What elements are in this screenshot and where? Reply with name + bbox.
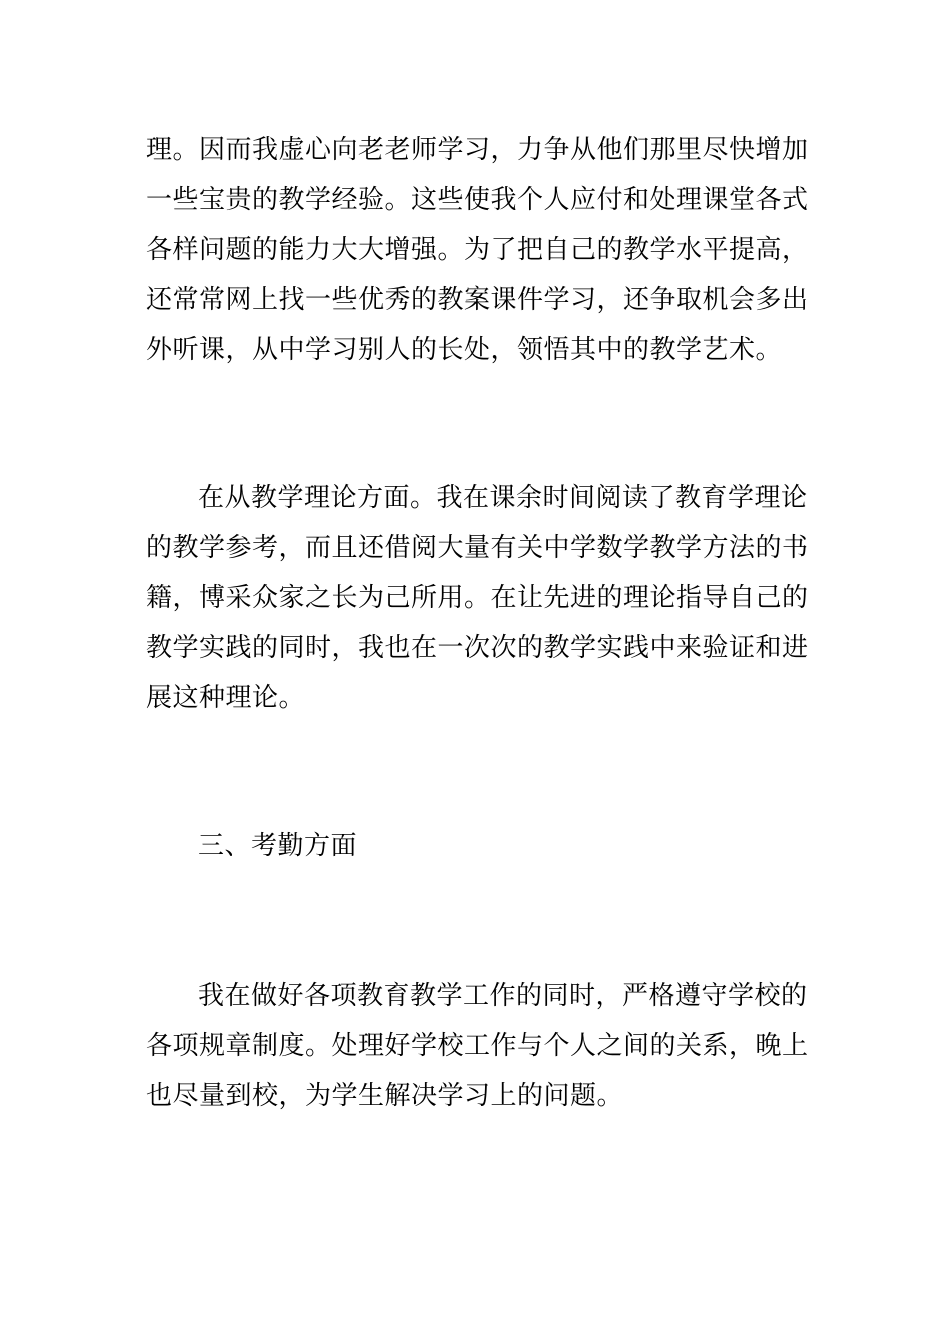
section-heading-attendance: 三、考勤方面	[198, 831, 358, 861]
paragraph-line: 教学实践的同时，我也在一次次的教学实践中来验证和进	[146, 633, 809, 663]
paragraph-line: 的教学参考，而且还借阅大量有关中学数学教学方法的书	[146, 533, 809, 563]
paragraph-line: 一些宝贵的教学经验。这些使我个人应付和处理课堂各式	[146, 185, 809, 215]
paragraph-line: 也尽量到校，为学生解决学习上的问题。	[146, 1081, 624, 1111]
paragraph-line: 外听课，从中学习别人的长处，领悟其中的教学艺术。	[146, 335, 783, 365]
paragraph-line: 还常常网上找一些优秀的教案课件学习，还争取机会多出	[146, 285, 809, 315]
paragraph-line: 籍，博采众家之长为己所用。在让先进的理论指导自己的	[146, 583, 809, 613]
paragraph-line: 各项规章制度。处理好学校工作与个人之间的关系，晚上	[146, 1031, 809, 1061]
paragraph-line: 理。因而我虚心向老老师学习，力争从他们那里尽快增加	[146, 135, 809, 165]
paragraph-line: 各样问题的能力大大增强。为了把自己的教学水平提高，	[146, 235, 809, 265]
paragraph-line: 在从教学理论方面。我在课余时间阅读了教育学理论	[198, 483, 808, 513]
paragraph-line: 我在做好各项教育教学工作的同时，严格遵守学校的	[198, 981, 808, 1011]
paragraph-line: 展这种理论。	[146, 683, 306, 713]
